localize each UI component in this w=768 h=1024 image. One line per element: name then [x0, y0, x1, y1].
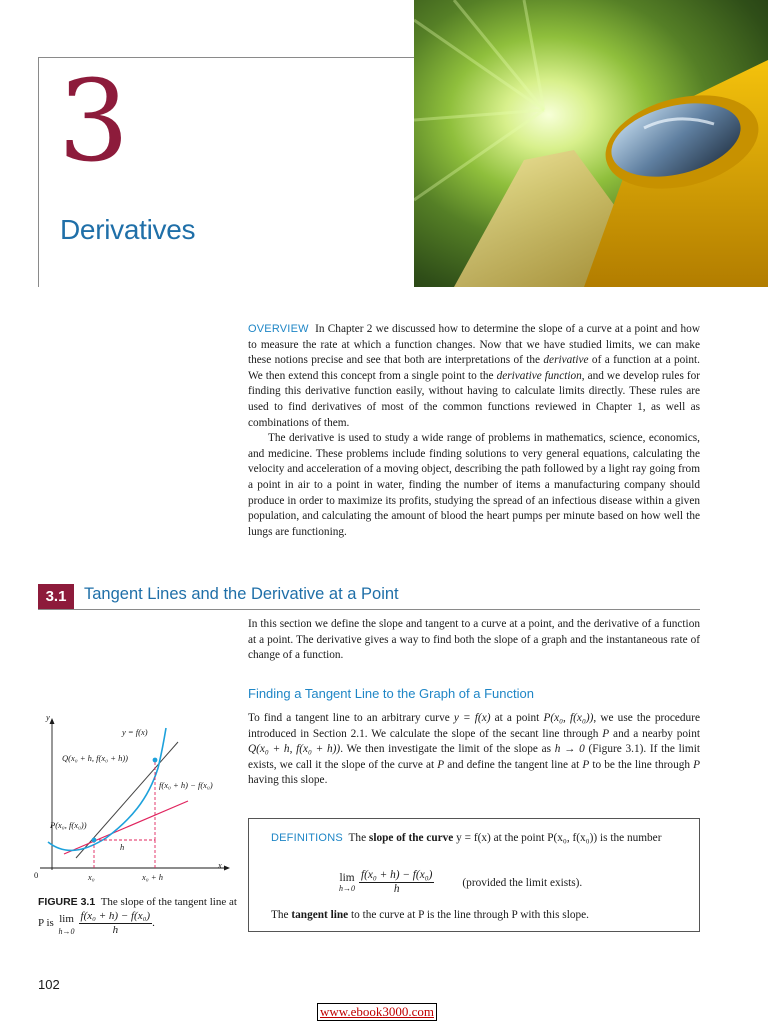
- text-run: and define the tangent line at: [444, 758, 583, 771]
- x0h-tick-label: x₀ + h: [142, 872, 163, 882]
- definition-tangent-line: [271, 909, 589, 921]
- x-axis-arrow: [224, 866, 230, 871]
- point-p: [92, 838, 97, 843]
- definition-term-slope: slope of the curve: [368, 832, 454, 844]
- math-run: P(x₀, f(x₀)): [543, 712, 594, 724]
- page-number: 102: [38, 977, 60, 992]
- limit-operator: [339, 872, 355, 893]
- definition-formula: [339, 869, 582, 896]
- math-run: y = f(x): [453, 712, 491, 724]
- chapter-photo: [414, 0, 768, 287]
- overview-p1-em2: derivative function: [496, 369, 582, 382]
- caption-limit-operator: [59, 912, 75, 936]
- section-intro: [248, 617, 700, 664]
- subsection-paragraph: [248, 711, 700, 789]
- overview-paragraph-2: The derivative is used to study a wide range of problems in mathematics, science, economics, and medicine. These problems include finding solutions to very general equations, calculating the velocity and acceleration of a moving object, describing the path followed by a light ray going from a point in air to a point in water, finding the number of items a manufacturing company should produce in order to maximize its profits, studying the spread of an infectious disease within a given population, and calculating the amount of blood the heart pumps per minute based on how well the lungs are functioning.: [248, 432, 700, 538]
- text-run: having this slope.: [248, 774, 328, 787]
- caption-difference-quotient: [79, 910, 153, 937]
- overview-p1-em1: derivative: [543, 354, 589, 367]
- y-axis-arrow: [50, 718, 55, 724]
- math-run: h → 0: [554, 743, 585, 756]
- text-run: at a point: [490, 712, 544, 724]
- definition-term-tangent: tangent line: [291, 909, 349, 921]
- section-intro-paragraph: In this section we define the slope and tangent to a curve at a point, and the derivative of a function at a point. The derivative gives a way to find both the slope of a graph and the instantaneous rate of change of a function.: [248, 618, 700, 662]
- text-run: to be the line through: [589, 758, 694, 771]
- origin-label: 0: [34, 870, 39, 880]
- section-number-badge: 3.1: [38, 584, 74, 609]
- text-run: The: [348, 832, 369, 844]
- x-axis-label: x: [218, 860, 222, 870]
- math-run: P: [437, 758, 445, 771]
- definition-box: [248, 818, 700, 932]
- definition-kicker: DEFINITIONS: [271, 832, 343, 844]
- overview-paragraph-1: [248, 322, 700, 431]
- fraction-numerator: f(x₀ + h) − f(x₀): [361, 869, 433, 881]
- text-run: (Figure 3.1). If the limit exists, we call it the slope of the curve at: [248, 743, 700, 771]
- caption-period: .: [152, 917, 155, 930]
- tangent-figure-svg: [30, 708, 240, 888]
- subsection-title: Finding a Tangent Line to the Graph of a Function: [248, 686, 534, 701]
- chapter-title: Derivatives: [60, 214, 196, 245]
- x0-tick-label: x₀: [88, 872, 95, 882]
- figure-caption-text: The slope of the tangent line at P is: [38, 896, 237, 930]
- math-run: P: [693, 758, 701, 771]
- text-run: The: [271, 909, 292, 921]
- overview-kicker: OVERVIEW: [248, 323, 309, 335]
- subsection-text: [248, 711, 700, 789]
- curve-label: y = f(x): [122, 727, 148, 737]
- overview-p1-b: of a function at a point. We then extend this concept from a single point to the: [248, 354, 701, 382]
- run-label: h: [120, 842, 125, 852]
- section-title: Tangent Lines and the Derivative at a Point: [84, 585, 399, 603]
- ebook-footer-link[interactable]: www.ebook3000.com: [317, 1003, 437, 1021]
- point-q-label: Q(x₀ + h, f(x₀ + h)): [62, 753, 128, 763]
- overview-text: [248, 322, 700, 540]
- caption-fraction-numerator: f(x₀ + h) − f(x₀): [80, 910, 151, 922]
- overview-p1-a: In Chapter 2 we discussed how to determine the slope of a curve at a point and how to measure the rate at which a function changes. Now that we have studied limits, we can make these notions precise and see that both are interpretations of the: [248, 323, 700, 367]
- caption-limit-label: lim: [59, 912, 74, 925]
- figure-3-1: [30, 708, 240, 888]
- difference-quotient: [359, 869, 434, 896]
- point-q: [153, 758, 158, 763]
- math-run: P: [602, 727, 610, 740]
- chapter-number: 3: [58, 57, 130, 187]
- curve-f: [48, 728, 166, 850]
- math-run: Q(x₀ + h, f(x₀ + h)): [248, 743, 341, 756]
- limit-label: lim: [339, 872, 355, 884]
- text-run: y = f(x) at the point P(x₀, f(x₀)) is the number: [453, 832, 662, 844]
- point-p-label: P(x₀, f(x₀)): [50, 820, 87, 830]
- y-axis-label: y: [46, 712, 50, 722]
- limit-subscript: h→0: [339, 884, 355, 893]
- text-run: , we use the procedure introduced in Section 2.1. We calculate the slope of the secant line through: [248, 712, 700, 740]
- overview-p1-c: , and we develop rules for finding this derivative function easily, without having to calculate limits directly. These rules are used to find derivatives of most of the common functions reviewed in Chapter 1, as well as combinations of them.: [248, 369, 701, 429]
- text-run: and a nearby point: [609, 727, 700, 740]
- caption-fraction-denominator: h: [112, 924, 119, 936]
- definition-intro: [271, 831, 683, 847]
- car-mirror-image: [414, 0, 768, 287]
- text-run: to the curve at P is the line through P with this slope.: [348, 909, 589, 921]
- fraction-denominator: h: [393, 883, 400, 895]
- section-rule: [38, 609, 700, 610]
- figure-caption-label: FIGURE 3.1: [38, 896, 96, 908]
- definition-note: (provided the limit exists).: [462, 876, 583, 889]
- dashed-guides: [94, 760, 155, 868]
- caption-limit-subscript: h→0: [58, 926, 75, 936]
- text-run: To find a tangent line to an arbitrary curve: [248, 712, 454, 724]
- rise-label: f(x₀ + h) − f(x₀): [159, 780, 213, 790]
- figure-caption: [38, 895, 238, 937]
- math-run: P: [582, 758, 590, 771]
- text-run: . We then investigate the limit of the slope as: [340, 743, 555, 756]
